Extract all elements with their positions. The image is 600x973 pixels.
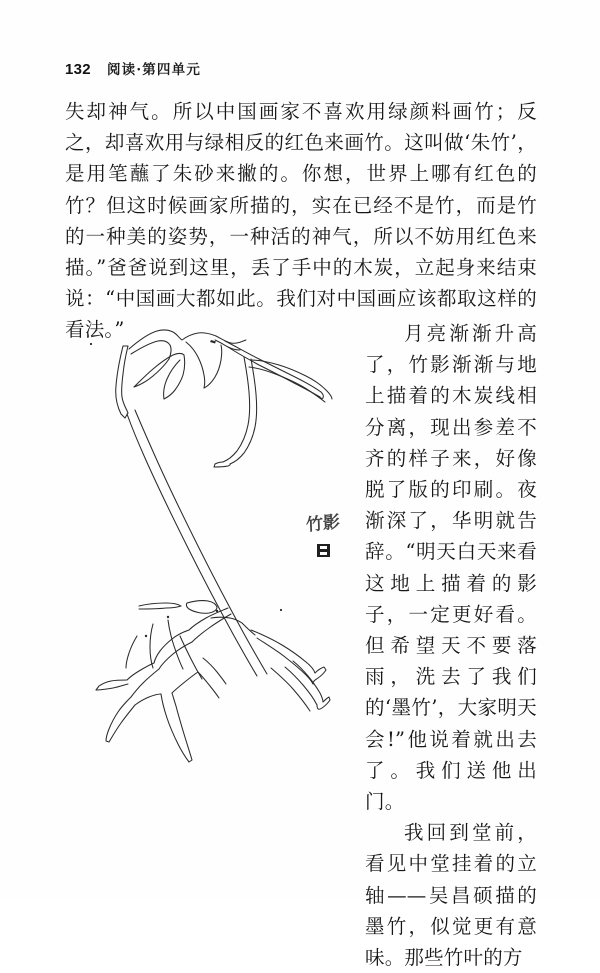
lower-right-leaf-notch: [313, 667, 326, 684]
stalk-middle-right: [230, 359, 257, 464]
side-paragraph-1: 月亮渐渐升高了，竹影渐渐与地上描着的木炭线相分离，现出参差不齐的样子来，好像脱了版的印刷。夜渐深了，华明就告辞。“明天白天来看这地上描着的影子，一定更好看。但希望天不要落雨，洗去了我们的‘墨竹’，大家明天会!”他说着就出去了。我们送他出门。: [365, 322, 537, 814]
lower-leaf-blade-center: [161, 693, 192, 762]
lower-leaf-vein-c: [150, 624, 153, 668]
ink-speck-lower-a: [216, 610, 218, 612]
stalk-middle-left: [223, 357, 250, 462]
ink-speck-lower-c: [145, 635, 147, 637]
lower-twig-a: [139, 603, 181, 606]
illustration-and-column: [65, 318, 537, 970]
lower-leaf-tip-inner: [203, 658, 226, 684]
running-head-title: 阅读·第四单元: [106, 62, 202, 78]
lower-twig-c: [186, 601, 217, 614]
leaf-right-secondary-bottom: [249, 367, 325, 402]
bamboo-illustration: [65, 318, 355, 798]
lower-right-leaf-vein: [271, 668, 310, 711]
leaf-upper-right-a: [186, 342, 205, 388]
running-head: [65, 58, 201, 78]
page-number: 132: [65, 61, 91, 78]
leaf-right-top-edge: [225, 341, 321, 392]
side-paragraph-2: 我回到堂前，看见中堂挂着的立轴——吴昌硕描的墨竹，似觉更有意味。那些竹叶的方: [365, 821, 537, 970]
inscription-text: 竹影: [305, 512, 341, 536]
leaf-right-secondary-top: [250, 360, 332, 399]
ink-speck-right: [280, 609, 282, 611]
leaf-upper-sweep: [129, 330, 246, 349]
leaf-upper-right-b: [204, 345, 222, 388]
leaf-upper-inner-b: [134, 359, 169, 387]
body-paragraph: 失却神气。所以中国画家不喜欢用绿颜料画竹；反之，却喜欢用与绿相反的红色来画竹。这叫做‘朱竹’，是用笔蘸了朱砂来撇的。你想，世界上哪有红色的竹？但这时候画家所描的，实在已经不是竹，而是竹的一种美的姿势，一种活的神气，所以不妨用红色来描。”爸爸说到这里，丢了手中的木炭，立起身来结束说：“中国画大都如此。我们对中国画应该都取这样的看法。”: [65, 100, 537, 342]
lower-right-leaf-top: [251, 630, 315, 673]
stalk-middle-foot: [214, 462, 230, 467]
lower-twig-b: [139, 606, 181, 609]
lower-leaf-tip-far-left: [96, 680, 128, 690]
body-paragraph-block: [65, 96, 537, 346]
lower-leaf-vein-b: [168, 620, 183, 669]
leaf-upper-left-blade: [116, 346, 128, 418]
leaf-upper-inner-a: [131, 341, 171, 359]
leaf-right-bottom-edge: [228, 347, 320, 397]
lower-leaf-edge-e: [127, 663, 154, 680]
lower-leaf-vein-d: [126, 636, 137, 668]
ink-speck-lower-b: [167, 616, 169, 618]
lower-leaf-mid-left: [135, 694, 161, 705]
lower-leaf-blade-left: [106, 697, 135, 742]
lower-right-leaf-tip: [317, 697, 330, 709]
leaf-right-tip: [320, 392, 323, 398]
side-text-column: [365, 318, 537, 973]
ink-speck: [90, 343, 92, 345]
lower-leaf-mid-center: [172, 672, 198, 693]
lower-leaf-tip-center: [198, 672, 219, 698]
